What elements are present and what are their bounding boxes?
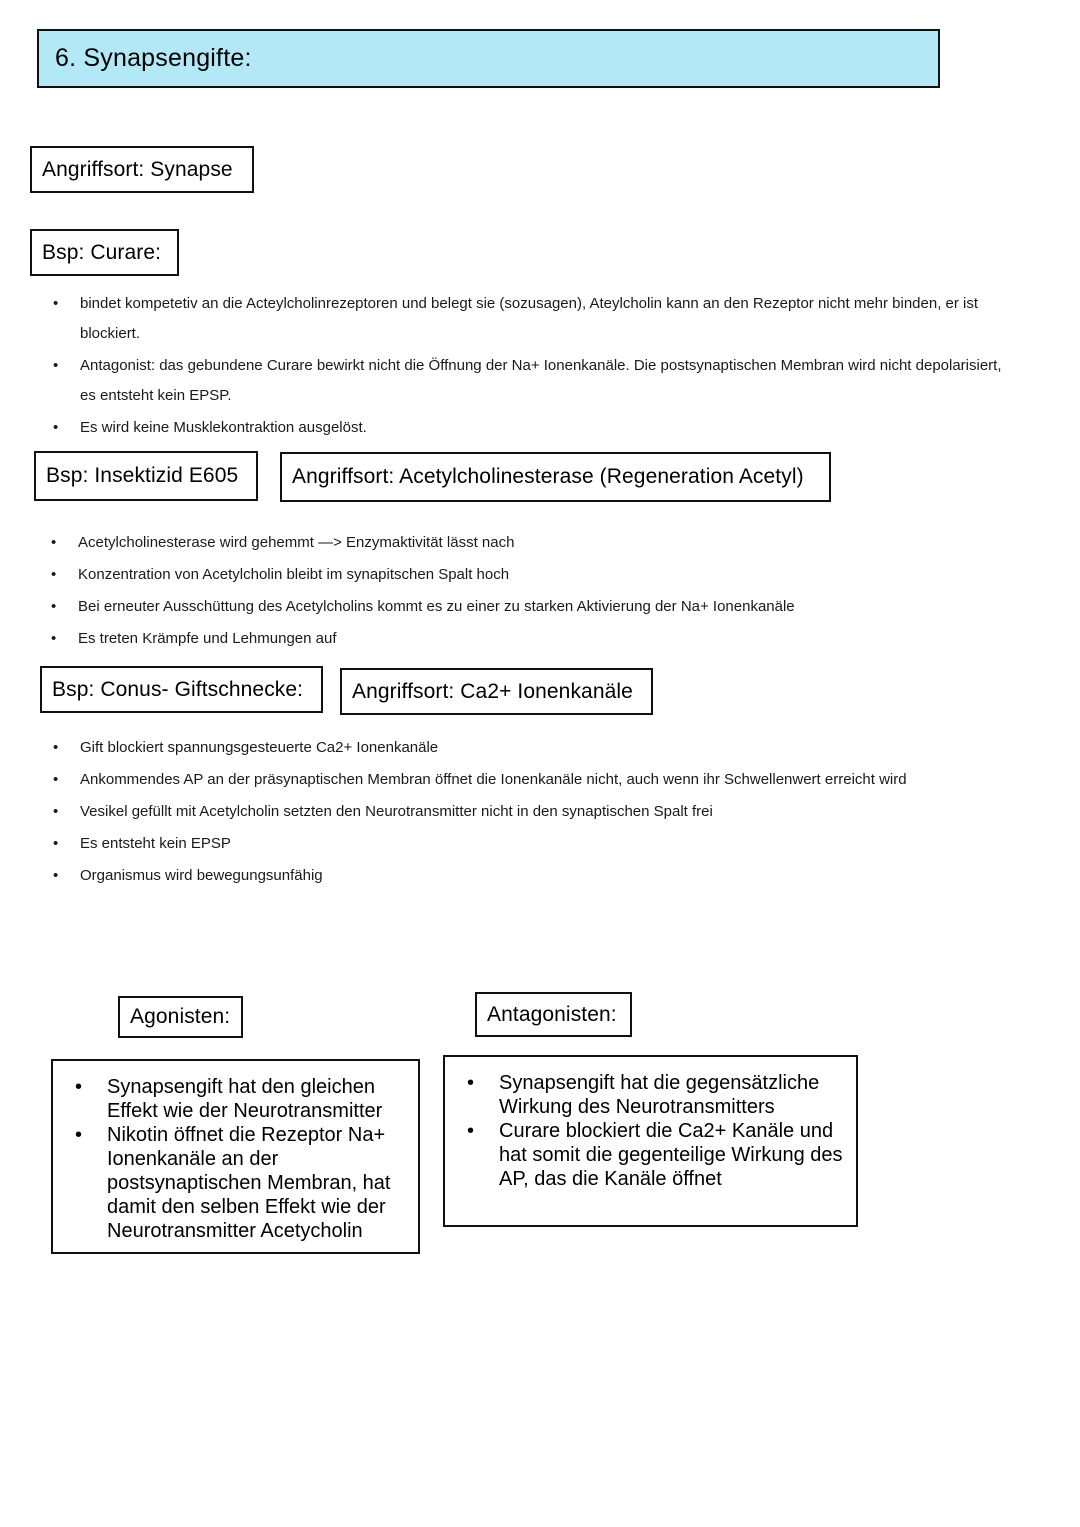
- bullet-marker-icon: •: [51, 534, 57, 551]
- list-item: [53, 289, 1008, 349]
- list-item-text: Vesikel gefüllt mit Acetylcholin setzten den Neurotransmitter nicht in den synaptischen Spalt frei: [80, 803, 713, 820]
- list-item: [53, 797, 1003, 827]
- angriffsort-ache-text: Angriffsort: Acetylcholinesterase (Regeneration Acetyl): [292, 465, 804, 489]
- label-box-bsp-insektizid-e605: [34, 451, 258, 501]
- list-item: [53, 733, 1003, 763]
- list-item: [53, 829, 1003, 859]
- list-item-text: Acetylcholinesterase wird gehemmt —> Enzymaktivität lässt nach: [78, 534, 515, 551]
- list-item-text: Organismus wird bewegungsunfähig: [80, 867, 323, 884]
- list-item-text: Ankommendes AP an der präsynaptischen Membran öffnet die Ionenkanäle nicht, auch wenn ihr Schwellenwert erreicht wird: [80, 771, 907, 788]
- list-item-text: Es treten Krämpfe und Lehmungen auf: [78, 630, 337, 647]
- panel-agonisten: [51, 1059, 420, 1254]
- bullet-list-conus-giftschnecke: [53, 733, 1003, 893]
- bullet-marker-icon: •: [467, 1120, 475, 1142]
- bullet-marker-icon: •: [51, 566, 57, 583]
- bullet-marker-icon: •: [53, 295, 59, 312]
- bullet-marker-icon: •: [75, 1076, 83, 1098]
- list-item-text: Bei erneuter Ausschüttung des Acetylcholins kommt es zu einer zu starken Aktivierung der Na+ Ionenkanäle: [78, 598, 795, 615]
- label-box-angriffsort-ca2-ionenkanaele: [340, 668, 653, 715]
- label-box-angriffsort-synapse: [30, 146, 254, 193]
- label-box-antagonisten: [475, 992, 632, 1037]
- bullet-marker-icon: •: [53, 867, 59, 884]
- panel-antagonisten: [443, 1055, 858, 1227]
- list-item: [63, 1123, 408, 1243]
- bullet-marker-icon: •: [53, 835, 59, 852]
- list-item-text: Curare blockiert die Ca2+ Kanäle und hat somit die gegenteilige Wirkung des AP, das die Kanäle öffnet: [499, 1120, 843, 1190]
- list-item-text: Gift blockiert spannungsgesteuerte Ca2+ Ionenkanäle: [80, 739, 439, 756]
- label-box-agonisten: [118, 996, 243, 1038]
- bsp-e605-text: Bsp: Insektizid E605: [46, 464, 239, 488]
- list-item-text: Es wird keine Musklekontraktion ausgelöst.: [80, 419, 367, 436]
- page-title: 6. Synapsengifte:: [55, 44, 252, 72]
- list-item: [455, 1119, 846, 1191]
- agonisten-heading: Agonisten:: [130, 1005, 231, 1029]
- antagonisten-heading: Antagonisten:: [487, 1002, 617, 1026]
- bullet-marker-icon: •: [53, 357, 59, 374]
- list-item: [51, 591, 1001, 623]
- list-item-text: Nikotin öffnet die Rezeptor Na+ Ionenkanäle an der postsynaptischen Membran, hat damit den selben Effekt wie der Neurotransmitter Acetycholin: [107, 1124, 391, 1242]
- list-item: [63, 1075, 408, 1123]
- bullet-list-agonisten: [53, 1061, 418, 1257]
- bsp-conus-text: Bsp: Conus- Giftschnecke:: [52, 677, 304, 701]
- bullet-list-insektizid-e605: [51, 527, 1001, 655]
- list-item: [53, 765, 1003, 795]
- list-item-text: bindet kompetetiv an die Acteylcholinrezeptoren und belegt sie (sozusagen), Ateylcholin kann an den Rezeptor nicht mehr binden, er ist blockiert.: [80, 295, 979, 342]
- bullet-marker-icon: •: [467, 1072, 475, 1094]
- list-item: [51, 623, 1001, 655]
- label-box-bsp-conus-giftschnecke: [40, 666, 323, 713]
- bullet-list-curare: [53, 289, 1008, 445]
- bullet-marker-icon: •: [53, 771, 59, 788]
- list-item: [53, 413, 1008, 443]
- list-item: [455, 1071, 846, 1119]
- bullet-list-antagonisten: [445, 1057, 856, 1205]
- list-item-text: Antagonist: das gebundene Curare bewirkt nicht die Öffnung der Na+ Ionenkanäle. Die postsynaptischen Membran wird nicht depolarisiert, es entsteht kein EPSP.: [80, 357, 1002, 404]
- list-item: [53, 861, 1003, 891]
- bullet-marker-icon: •: [75, 1124, 83, 1146]
- bullet-marker-icon: •: [51, 598, 57, 615]
- page-title-banner: [37, 29, 940, 88]
- bullet-marker-icon: •: [53, 739, 59, 756]
- bullet-marker-icon: •: [53, 803, 59, 820]
- list-item: [51, 527, 1001, 559]
- list-item-text: Es entsteht kein EPSP: [80, 835, 231, 852]
- list-item: [53, 351, 1008, 411]
- label-box-bsp-curare: [30, 229, 179, 276]
- bullet-marker-icon: •: [51, 630, 57, 647]
- angriffsort-ca-text: Angriffsort: Ca2+ Ionenkanäle: [352, 679, 633, 703]
- list-item: [51, 559, 1001, 591]
- list-item-text: Synapsengift hat die gegensätzliche Wirkung des Neurotransmitters: [499, 1072, 820, 1118]
- list-item-text: Konzentration von Acetylcholin bleibt im synapitschen Spalt hoch: [78, 566, 510, 583]
- bsp-curare-text: Bsp: Curare:: [42, 240, 162, 264]
- list-item-text: Synapsengift hat den gleichen Effekt wie der Neurotransmitter: [107, 1076, 383, 1122]
- bullet-marker-icon: •: [53, 419, 59, 436]
- label-box-angriffsort-acetylcholinesterase: [280, 452, 831, 502]
- angriffsort-synapse-text: Angriffsort: Synapse: [42, 157, 233, 181]
